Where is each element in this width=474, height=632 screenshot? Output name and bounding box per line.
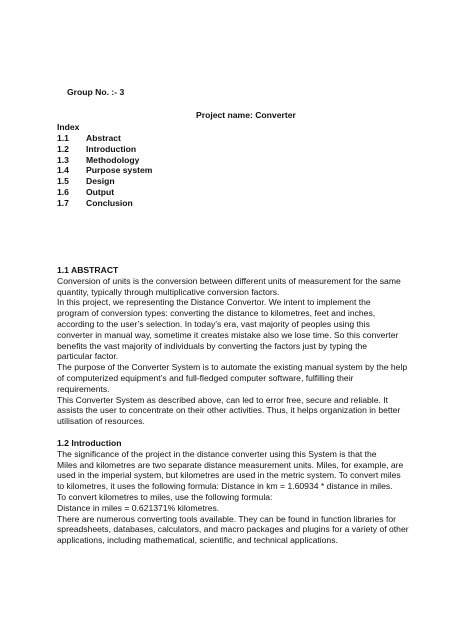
abstract-line: quantity, typically through multiplicative conversion factors. (57, 286, 280, 297)
introduction-line: There are numerous converting tools available. They can be found in function libraries for (57, 513, 397, 524)
index-item-number: 1.6 (57, 187, 69, 197)
index-item (57, 144, 136, 155)
index-item-number: 1.7 (57, 198, 69, 208)
introduction-line: To convert kilometres to miles, use the following formula: (57, 491, 273, 502)
index-item (57, 165, 152, 176)
introduction-line: spreadsheets, databases, calculators, and macro packages and plugins for a variety of other (57, 524, 409, 535)
abstract-line: The purpose of the Converter System is to automate the existing manual system by the help (57, 362, 408, 373)
introduction-line: Distance in miles = 0.621371% kilometres. (57, 502, 220, 513)
introduction-line: to kilometres, it uses the following formula: Distance in km = 1.60934 * distance in miles. (57, 481, 393, 492)
abstract-line: converter in manual way, sometime it creates mistake also we lose time. So this converter (57, 329, 399, 340)
abstract-line: This Converter System as described above, can led to error free, secure and reliable. It (57, 394, 389, 405)
index-item (57, 133, 121, 144)
index-item-label: Design (86, 176, 115, 186)
index-item-number: 1.1 (57, 133, 69, 143)
project-name: Project name: Converter (196, 110, 296, 120)
index-item (57, 176, 115, 187)
abstract-line: of computerized equipment’s and full-fledged computer software, fulfilling their (57, 372, 354, 383)
index-item-number: 1.5 (57, 176, 69, 186)
abstract-line: utilisation of resources. (57, 416, 145, 427)
introduction-heading: 1.2 Introduction (57, 438, 122, 448)
abstract-line: assists the user to concentrate on their other activities. Thus, it helps organization in better (57, 405, 401, 416)
index-item-label: Introduction (86, 144, 137, 154)
abstract-section (57, 265, 427, 427)
index-item (57, 198, 133, 209)
abstract-line: program of conversion types: converting the distance to kilometres, feet and inches, (57, 308, 376, 319)
index-item (57, 187, 114, 198)
index-item-number: 1.3 (57, 155, 69, 165)
introduction-line: used in the imperial system, but kilometres are used in the metric system. To convert miles (57, 470, 401, 481)
index-heading: Index (57, 122, 80, 132)
abstract-heading: 1.1 ABSTRACT (57, 265, 119, 275)
index-item-number: 1.4 (57, 165, 69, 175)
abstract-line: Conversion of units is the conversion between different units of measurement for the same (57, 275, 401, 286)
index-item-label: Conclusion (86, 198, 133, 208)
index-item-label: Methodology (86, 155, 140, 165)
index-item-number: 1.2 (57, 144, 69, 154)
index-item-label: Purpose system (86, 165, 153, 175)
abstract-line: In this project, we representing the Distance Convertor. We intent to implement the (57, 297, 371, 308)
abstract-line: according to the user’s selection. In today’s era, vast majority of peoples using this (57, 318, 370, 329)
group-number: Group No. :- 3 (67, 87, 125, 97)
index-item-label: Abstract (86, 133, 121, 143)
introduction-line: The significance of the project in the distance converter using this System is that the (57, 448, 377, 459)
introduction-section (57, 438, 427, 546)
abstract-line: particular factor. (57, 351, 119, 362)
abstract-line: requirements. (57, 383, 110, 394)
introduction-line: Miles and kilometres are two separate distance measurement units. Miles, for example, are (57, 459, 404, 470)
abstract-line: benefits the vast majority of individuals by converting the factors just by typing the (57, 340, 368, 351)
introduction-line: applications, including mathematical, scientific, and technical applications. (57, 535, 338, 546)
index-item-label: Output (86, 187, 115, 197)
